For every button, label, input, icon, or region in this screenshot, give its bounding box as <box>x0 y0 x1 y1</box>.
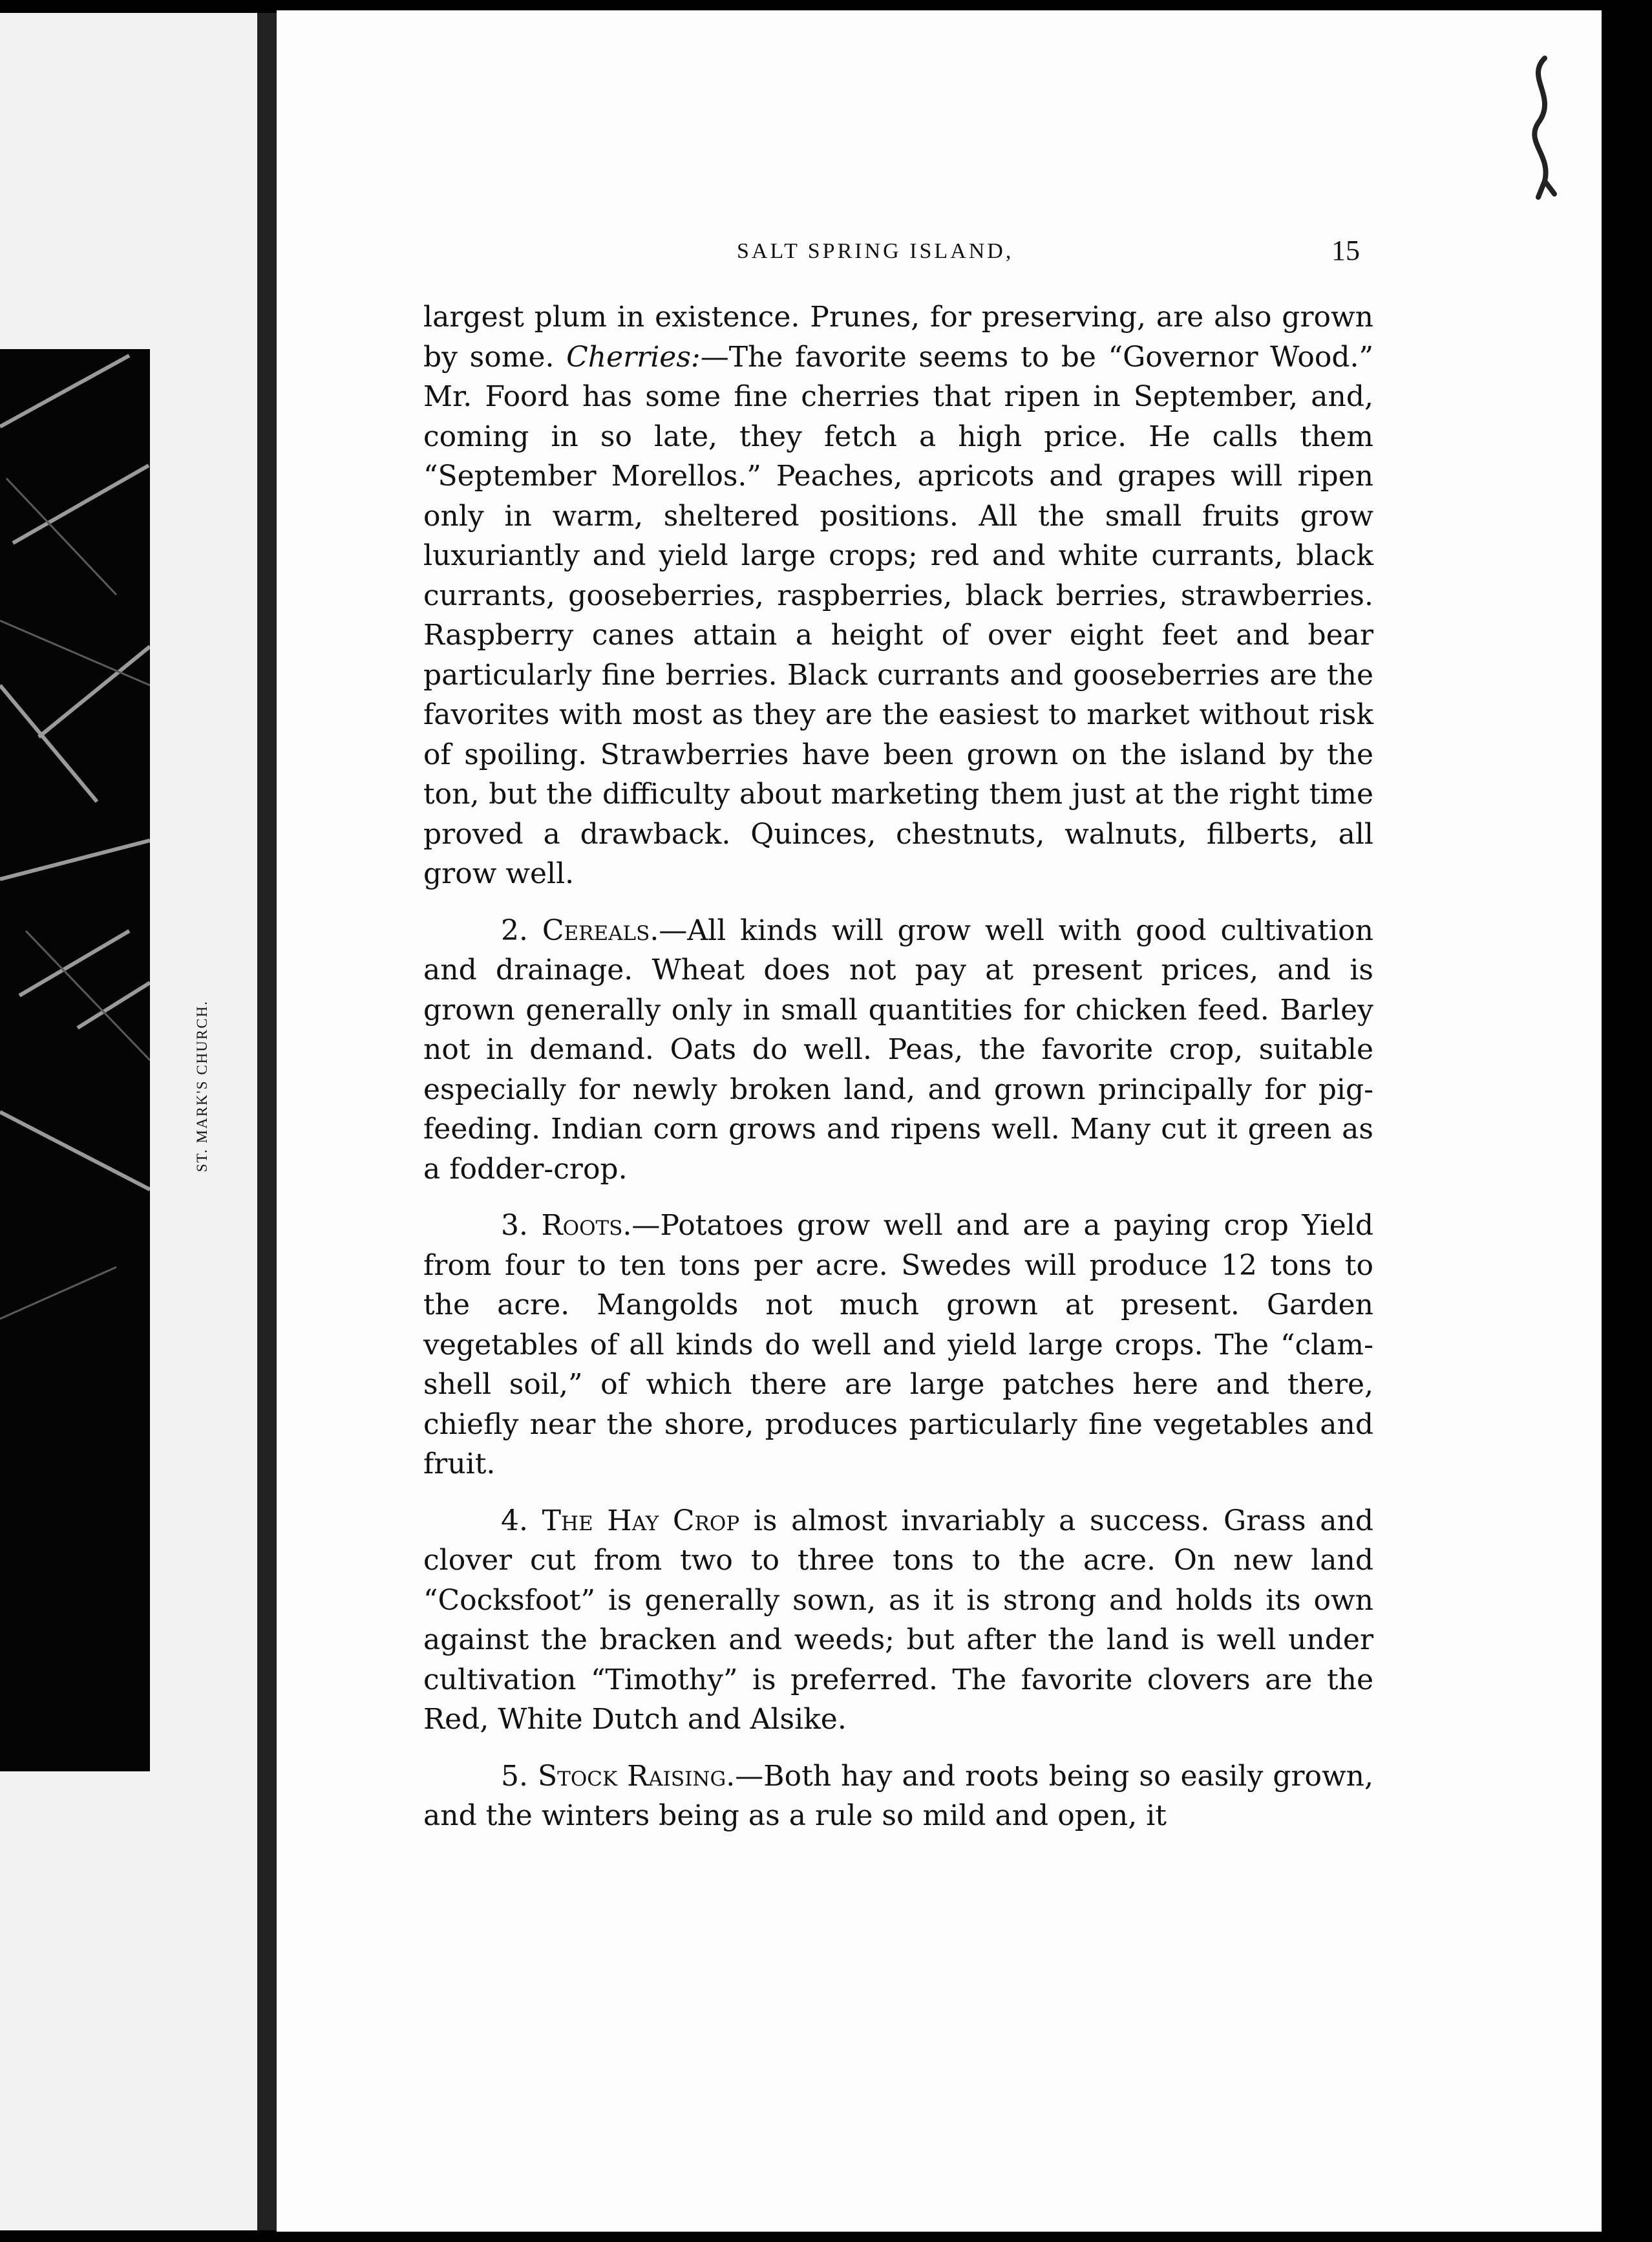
paragraph-fruits <box>423 297 1373 894</box>
italic-term: Cherries: <box>566 340 701 374</box>
paragraph-hay-crop <box>423 1501 1373 1740</box>
handwritten-mark-icon <box>1519 52 1564 207</box>
section-number: 2. <box>501 913 528 947</box>
page-number: 15 <box>1331 235 1360 266</box>
section-heading: Cereals. <box>542 913 659 947</box>
section-heading: The Hay Crop <box>542 1504 740 1537</box>
section-heading: Roots. <box>541 1209 632 1242</box>
book-gutter <box>257 13 277 2230</box>
page-edge-shadow <box>1602 0 1652 2242</box>
plate-caption: ST. MARK'S CHURCH. <box>194 1000 210 1172</box>
facing-page <box>0 13 268 2230</box>
paragraph-text: —The favorite seems to be “Governor Wood.” Mr. Foord has some fine cherries that ripen in September, and, coming in so late, they fetch a high price. He calls them “September Morellos.” Peaches, apricots and grapes will ripen only in warm, sheltered positions. All the small fruits grow luxuriantly and yield large crops; red and white currants, black currants, gooseberries, raspberries, black berries, strawberries. Raspberry canes attain a height of over eight feet and bear particularly fine berries. Black currants and gooseberries are the favorites with most as they are the easiest to market without risk of spoiling. Strawberries have been grown on the island by the ton, but the difficulty about marketing them just at the right time proved a drawback. Quinces, chestnuts, walnuts, filberts, all grow well. <box>423 340 1373 890</box>
paragraph-text: —All kinds will grow well with good cultivation and drainage. Wheat does not pay at present prices, and is grown generally only in small quantities for chicken feed. Barley not in demand. Oats do well. Peas, the favorite crop, suitable especially for newly broken land, and grown principally for pig-feeding. Indian corn grows and ripens well. Many cut it green as a fodder-crop. <box>423 913 1373 1186</box>
section-heading: Stock Raising. <box>538 1759 736 1793</box>
paragraph-stock-raising <box>423 1756 1373 1836</box>
section-number: 3. <box>501 1209 528 1242</box>
paragraph-cereals <box>423 911 1373 1190</box>
paragraph-text: —Potatoes grow well and are a paying crop Yield from four to ten tons per acre. Swedes will produce 12 tons to the acre. Mangolds not much grown at present. Garden vegetables of all kinds do well and yield large crops. The “clam-shell soil,” of which there are large patches here and there, chiefly near the shore, produces particularly fine vegetables and fruit. <box>423 1209 1373 1480</box>
paragraph-text: is almost invariably a success. Grass and clover cut from two to three tons to the acre. On new land “Cocksfoot” is generally sown, as it is strong and holds its own against the bracken and weeds; but after the land is well under cultivation “Timothy” is preferred. The favorite clovers are the Red, White Dutch and Alsike. <box>423 1504 1373 1736</box>
plate-foliage-image <box>0 349 150 1771</box>
running-head: SALT SPRING ISLAND, <box>737 239 1014 263</box>
section-number: 5. <box>501 1759 528 1793</box>
paragraph-roots <box>423 1206 1373 1484</box>
church-photograph-plate <box>0 349 150 1771</box>
body-text <box>423 297 1373 1853</box>
paragraph-text: largest plum in existence. Prunes, for preserving, are also grown by some. <box>423 301 1373 374</box>
paragraph-text: —Both hay and roots being so easily grown, and the winters being as a rule so mild and open, it <box>423 1759 1373 1832</box>
section-number: 4. <box>501 1504 528 1537</box>
